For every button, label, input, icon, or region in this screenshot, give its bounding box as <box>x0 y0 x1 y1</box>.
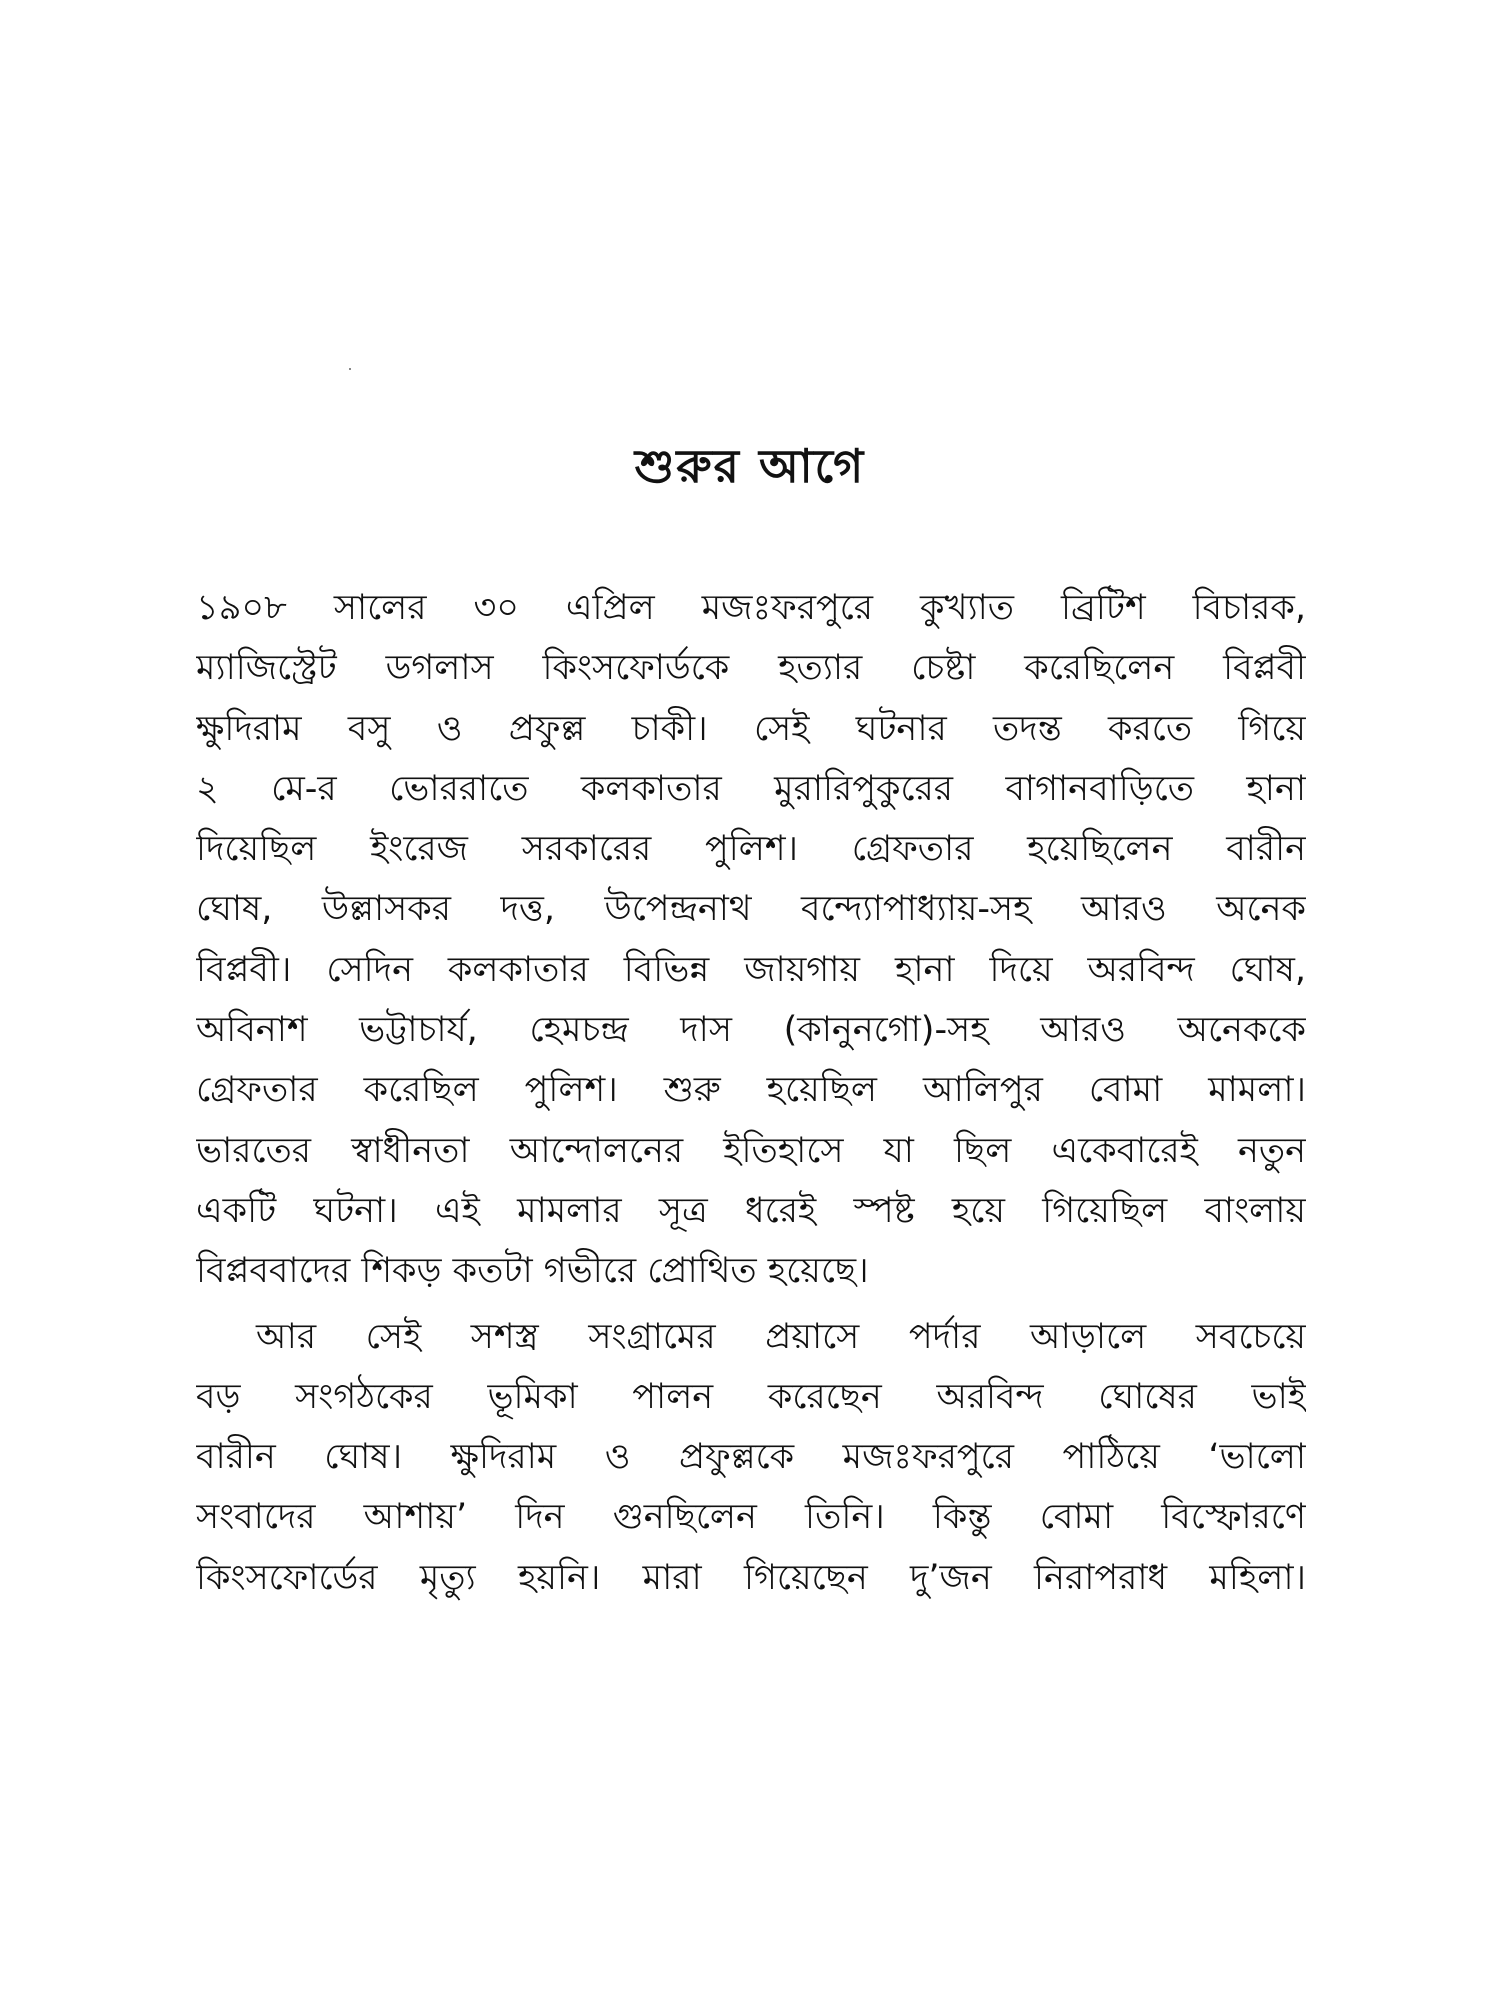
paragraph-2 <box>196 1307 1306 1608</box>
text-line: ক্ষুদিরাম বসু ও প্রফুল্ল চাকী। সেই ঘটনার তদন্ত করতে গিয়ে <box>196 708 1306 749</box>
text-line: একটি ঘটনা। এই মামলার সূত্র ধরেই স্পষ্ট হয়ে গিয়েছিল বাংলায় <box>196 1190 1306 1231</box>
text-line: কিংসফোর্ডের মৃত্যু হয়নি। মারা গিয়েছেন দু’জন নিরাপরাধ মহিলা। <box>196 1557 1306 1598</box>
text-line: ভারতের স্বাধীনতা আন্দোলনের ইতিহাসে যা ছিল একেবারেই নতুন <box>196 1130 1306 1171</box>
text-line: বিপ্লবী। সেদিন কলকাতার বিভিন্ন জায়গায় হানা দিয়ে অরবিন্দ ঘোষ, <box>196 949 1306 990</box>
text-line: বিপ্লববাদের শিকড় কতটা গভীরে প্রোথিত হয়েছে। <box>196 1251 869 1292</box>
scan-speck <box>349 368 351 370</box>
text-line: সংবাদের আশায়’ দিন গুনছিলেন তিনি। কিন্তু বোমা বিস্ফোরণে <box>196 1497 1306 1538</box>
text-line: ২ মে-র ভোররাতে কলকাতার মুরারিপুকুরের বাগানবাড়িতে হানা <box>196 768 1306 809</box>
text-line: ম্যাজিস্ট্রেট ডগলাস কিংসফোর্ডকে হত্যার চেষ্টা করেছিলেন বিপ্লবী <box>196 648 1306 689</box>
text-line: ঘোষ, উল্লাসকর দত্ত, উপেন্দ্রনাথ বন্দ্যোপাধ্যায়-সহ আরও অনেক <box>196 889 1306 930</box>
text-line: আর সেই সশস্ত্র সংগ্রামের প্রয়াসে পর্দার আড়ালে সবচেয়ে <box>256 1316 1306 1357</box>
text-line: অবিনাশ ভট্টাচার্য, হেমচন্দ্র দাস (কানুনগো)-সহ আরও অনেককে <box>196 1010 1306 1051</box>
text-line: গ্রেফতার করেছিল পুলিশ। শুরু হয়েছিল আলিপুর বোমা মামলা। <box>196 1070 1306 1111</box>
text-line: বড় সংগঠকের ভূমিকা পালন করেছেন অরবিন্দ ঘোষের ভাই <box>196 1376 1306 1417</box>
text-line: বারীন ঘোষ। ক্ষুদিরাম ও প্রফুল্লকে মজঃফরপুরে পাঠিয়ে ‘ভালো <box>196 1437 1306 1478</box>
chapter-title: শুরুর আগে <box>634 439 866 493</box>
chapter-body <box>196 578 1306 1608</box>
text-line: দিয়েছিল ইংরেজ সরকারের পুলিশ। গ্রেফতার হয়েছিলেন বারীন <box>196 829 1306 870</box>
text-line: ১৯০৮ সালের ৩০ এপ্রিল মজঃফরপুরে কুখ্যাত ব্রিটিশ বিচারক, <box>196 588 1306 628</box>
paragraph-1 <box>196 578 1306 1302</box>
